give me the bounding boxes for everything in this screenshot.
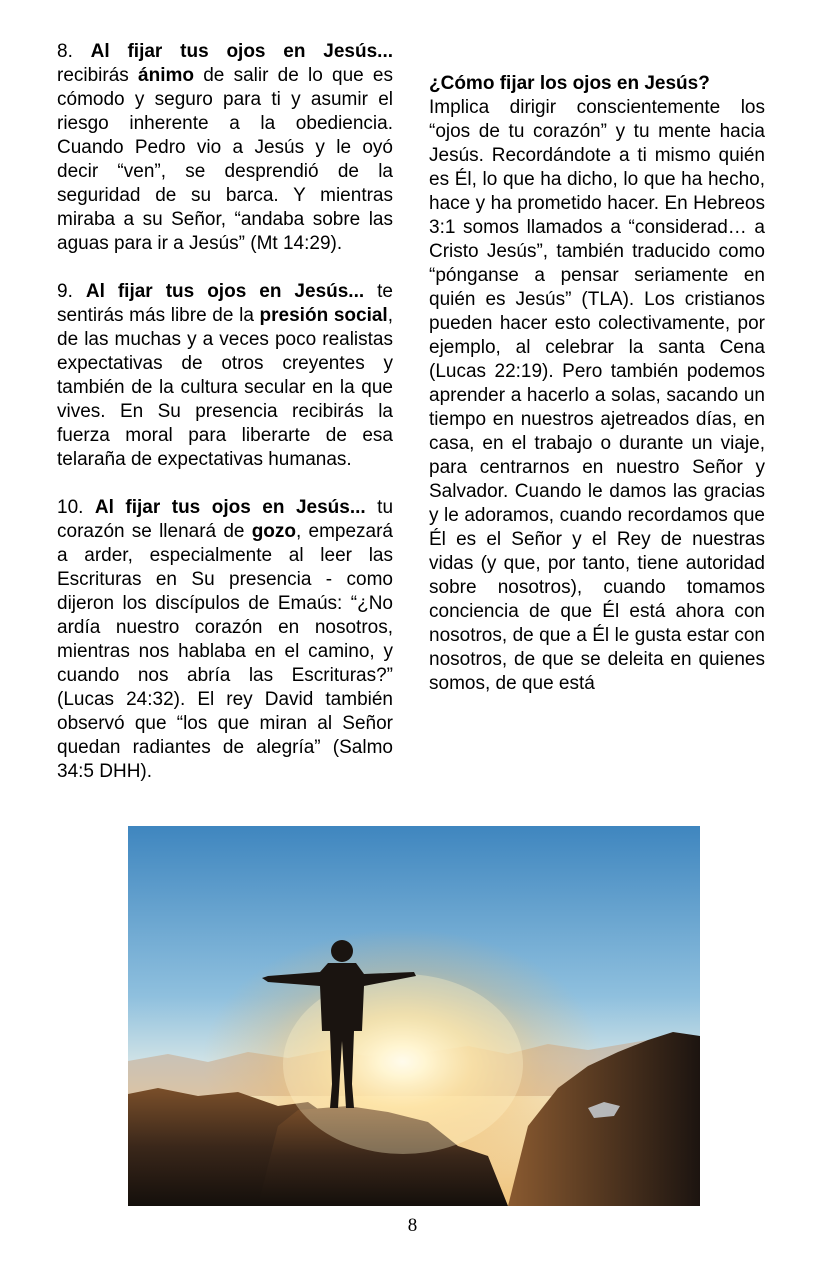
section-body: Implica dirigir conscientemente los “ojos de tu corazón” y tu mente hacia Jesús. Recordándote a ti mismo quién es Él, lo que ha dicho, lo que ha hecho, hace y ha prometido hacer. En Hebreos 3:1 somos llamados a “considerad… a Cristo Jesús”, también traducido como “pónganse a pensar seriamente en quién es Jesús” (TLA). Los cristianos pueden hacer esto colectivamente, por ejemplo, al celebrar la santa Cena (Lucas 22:19). Pero también podemos aprender a hacerlo a solas, sacando un tiempo en nuestros ajetreados días, en casa, en el trabajo o durante un viaje, para centrarnos en nuestro Señor y Salvador. Cuando le damos las gracias y le adoramos, cuando recordamos que Él es el Señor y el Rey de nuestras vidas (y que, por tanto, tiene autoridad sobre nosotros), cuando tomamos conciencia de que Él está ahora con nosotros, de que a Él le gusta estar con nosotros, de que se deleita en quienes somos, de que está bbox=[429, 97, 765, 694]
point-8-number: 8. bbox=[57, 41, 73, 62]
point-10-number: 10. bbox=[57, 497, 84, 518]
sunrise-photo bbox=[128, 826, 700, 1206]
point-8-lead: Al fijar tus ojos en Jesús... bbox=[90, 41, 393, 62]
point-8-text-2: de salir de lo que es cómodo y seguro para ti y asumir el riesgo inherente a la obediencia. Cuando Pedro vio a Jesús y le oyó decir “ven”, se desprendió de la seguridad de su barca. Y mientras miraba a su Señor, “andaba sobre las aguas para ir a Jesús” (Mt 14:29). bbox=[57, 65, 393, 254]
point-9-keyword: presión social bbox=[259, 305, 388, 326]
point-10-lead: Al fijar tus ojos en Jesús... bbox=[94, 497, 366, 518]
person-arms-outstretched-sunrise-photo-icon bbox=[128, 826, 700, 1206]
left-column bbox=[57, 40, 393, 808]
point-9-text-2: , de las muchas y a veces poco realistas expectativas de otros creyentes y también de la cultura secular en la que vives. En Su presencia recibirás la fuerza moral para liberarte de esa telaraña de expectativas humanas. bbox=[57, 305, 393, 470]
point-10-paragraph bbox=[57, 496, 393, 784]
section-heading: ¿Cómo fijar los ojos en Jesús? bbox=[429, 73, 710, 94]
point-10-text-1: tu corazón se llenará de bbox=[57, 497, 394, 542]
point-9-lead: Al fijar tus ojos en Jesús... bbox=[85, 281, 365, 302]
point-8-paragraph bbox=[57, 40, 393, 256]
point-9-number: 9. bbox=[57, 281, 73, 302]
point-10-text-2: , empezará a arder, especialmente al leer las Escrituras en Su presencia - como dijeron los discípulos de Emaús: “¿No ardía nuestro corazón en nosotros, mientras nos hablaba en el camino, y cuando nos abría las Escrituras?” (Lucas 24:32). El rey David también observó que “los que miran al Señor quedan radiantes de alegría” (Salmo 34:5 DHH). bbox=[57, 521, 393, 782]
point-9-text-1: te sentirás más libre de la bbox=[57, 281, 394, 326]
point-8-keyword: ánimo bbox=[138, 65, 194, 86]
point-9-paragraph bbox=[57, 280, 393, 472]
right-column bbox=[429, 72, 765, 720]
point-10-keyword: gozo bbox=[251, 521, 297, 542]
point-8-text-1: recibirás bbox=[57, 65, 139, 86]
page-number: 8 bbox=[407, 1215, 418, 1236]
